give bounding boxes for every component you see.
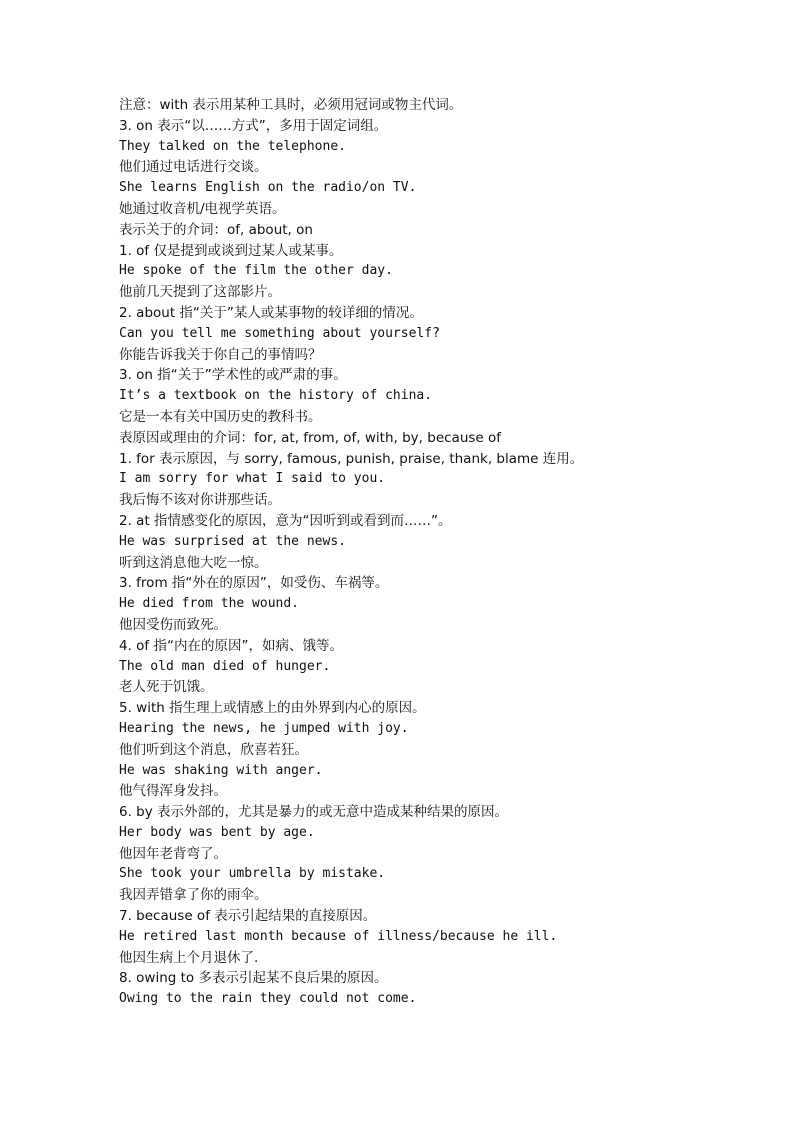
- text-line: I am sorry for what I said to you.: [119, 471, 386, 487]
- text-line: Hearing the news, he jumped with joy.: [119, 720, 409, 736]
- text-line: 4. of 指“内在的原因”，如病、饿等。: [119, 637, 343, 654]
- text-line: 他因受伤而致死。: [119, 616, 227, 633]
- text-line: 他因年老背弯了。: [119, 845, 227, 862]
- text-line: 1. of 仅是提到或谈到过某人或某事。: [119, 242, 343, 259]
- text-line: 1. for 表示原因，与 sorry, famous, punish, praise, thank, blame 连用。: [119, 450, 584, 467]
- text-line: 他气得浑身发抖。: [119, 783, 227, 800]
- text-line: 8. owing to 多表示引起某不良后果的原因。: [119, 970, 388, 987]
- text-line: Her body was bent by age.: [119, 824, 315, 840]
- document-body: [119, 95, 719, 1010]
- text-line: 他们通过电话进行交谈。: [119, 159, 268, 176]
- text-line: 表原因或理由的介词：for, at, from, of, with, by, because of: [119, 429, 502, 446]
- text-line: It’s a textbook on the history of china.: [119, 388, 433, 404]
- text-line: 3. on 表示“以……方式”，多用于固定词组。: [119, 117, 388, 134]
- text-line: Can you tell me something about yourself?: [119, 325, 440, 341]
- text-line: 老人死于饥饿。: [119, 679, 214, 696]
- text-line: 5. with 指生理上或情感上的由外界到内心的原因。: [119, 700, 426, 717]
- text-line: She took your umbrella by mistake.: [119, 866, 386, 882]
- text-line: 注意：with 表示用某种工具时，必须用冠词或物主代词。: [119, 97, 463, 113]
- text-line: 他们听到这个消息，欣喜若狂。: [119, 741, 308, 758]
- text-line: 他前几天提到了这部影片。: [119, 284, 281, 301]
- text-line: 他因生病上个月退休了.: [119, 949, 259, 966]
- text-line: 我因弄错拿了你的雨伞。: [119, 887, 268, 904]
- text-line: Owing to the rain they could not come.: [119, 991, 417, 1007]
- text-line: 它是一本有关中国历史的教科书。: [119, 408, 322, 425]
- text-line: 表示关于的介词：of, about, on: [119, 221, 313, 238]
- text-line: He retired last month because of illness/because he ill.: [119, 928, 558, 944]
- text-line: 2. about 指“关于”某人或某事物的较详细的情况。: [119, 304, 423, 321]
- text-line: 3. from 指“外在的原因”，如受伤、车祸等。: [119, 575, 389, 592]
- text-line: She learns English on the radio/on TV.: [119, 180, 417, 196]
- text-line: He was surprised at the news.: [119, 533, 346, 549]
- text-line: 我后悔不该对你讲那些话。: [119, 492, 281, 509]
- text-line: He was shaking with anger.: [119, 762, 323, 778]
- text-line: 她通过收音机/电视学英语。: [119, 200, 286, 217]
- text-line: 听到这消息他大吃一惊。: [119, 554, 268, 571]
- text-line: 2. at 指情感变化的原因，意为“因听到或看到而……”。: [119, 512, 452, 529]
- text-line: He died from the wound.: [119, 596, 300, 612]
- text-line: They talked on the telephone.: [119, 138, 346, 154]
- text-line: 7. because of 表示引起结果的直接原因。: [119, 908, 377, 925]
- text-line: The old man died of hunger.: [119, 658, 331, 674]
- text-line: He spoke of the film the other day.: [119, 263, 393, 279]
- text-line: 6. by 表示外部的，尤其是暴力的或无意中造成某种结果的原因。: [119, 804, 509, 821]
- text-line: 3. on 指“关于”学术性的或严肃的事。: [119, 367, 347, 384]
- text-line: 你能告诉我关于你自己的事情吗？: [119, 346, 322, 363]
